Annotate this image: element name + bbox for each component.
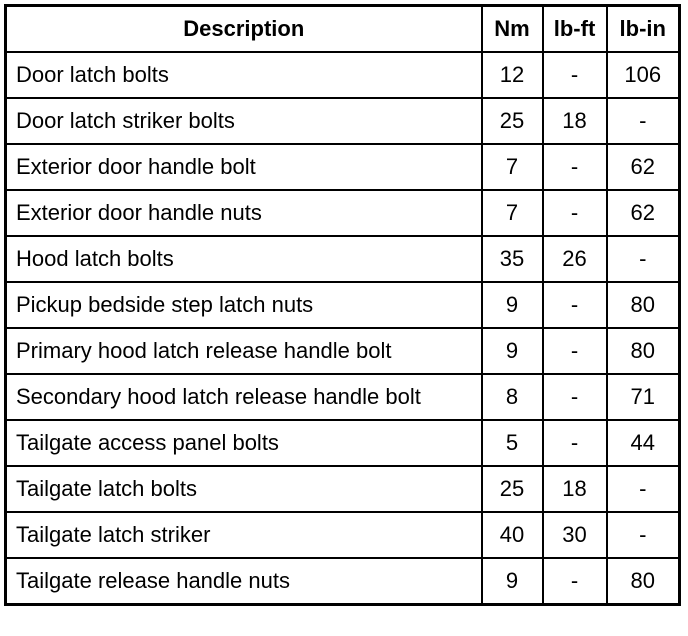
cell-nm: 9	[482, 558, 543, 605]
cell-lb-in: 71	[607, 374, 680, 420]
cell-description: Tailgate release handle nuts	[6, 558, 482, 605]
cell-lb-in: -	[607, 98, 680, 144]
cell-lb-ft: -	[543, 328, 607, 374]
header-lb-ft: lb-ft	[543, 6, 607, 53]
cell-nm: 40	[482, 512, 543, 558]
cell-lb-ft: -	[543, 420, 607, 466]
cell-description: Tailgate access panel bolts	[6, 420, 482, 466]
cell-nm: 25	[482, 466, 543, 512]
cell-lb-ft: 30	[543, 512, 607, 558]
cell-description: Exterior door handle nuts	[6, 190, 482, 236]
cell-nm: 7	[482, 190, 543, 236]
cell-lb-in: 106	[607, 52, 680, 98]
cell-description: Door latch striker bolts	[6, 98, 482, 144]
table-row	[6, 236, 680, 282]
cell-description: Secondary hood latch release handle bolt	[6, 374, 482, 420]
cell-lb-ft: -	[543, 558, 607, 605]
cell-lb-ft: -	[543, 282, 607, 328]
cell-lb-in: 80	[607, 558, 680, 605]
table-row	[6, 52, 680, 98]
cell-nm: 8	[482, 374, 543, 420]
cell-lb-in: 80	[607, 328, 680, 374]
cell-lb-ft: 18	[543, 466, 607, 512]
cell-nm: 9	[482, 328, 543, 374]
cell-lb-ft: -	[543, 374, 607, 420]
cell-lb-ft: 26	[543, 236, 607, 282]
cell-description: Primary hood latch release handle bolt	[6, 328, 482, 374]
header-row	[6, 6, 680, 53]
cell-nm: 9	[482, 282, 543, 328]
header-description: Description	[6, 6, 482, 53]
cell-lb-in: 44	[607, 420, 680, 466]
cell-lb-in: -	[607, 466, 680, 512]
table-row	[6, 190, 680, 236]
cell-nm: 7	[482, 144, 543, 190]
table-row	[6, 98, 680, 144]
table-row	[6, 420, 680, 466]
cell-lb-in: 62	[607, 144, 680, 190]
table-body	[6, 52, 680, 605]
table-row	[6, 282, 680, 328]
cell-lb-in: 80	[607, 282, 680, 328]
table-row	[6, 466, 680, 512]
cell-description: Exterior door handle bolt	[6, 144, 482, 190]
cell-lb-ft: -	[543, 52, 607, 98]
table-row	[6, 328, 680, 374]
cell-nm: 5	[482, 420, 543, 466]
cell-lb-ft: -	[543, 190, 607, 236]
cell-description: Door latch bolts	[6, 52, 482, 98]
table-row	[6, 144, 680, 190]
cell-lb-in: -	[607, 236, 680, 282]
fastener-spec-table	[4, 4, 681, 606]
table-header	[6, 6, 680, 53]
table-row	[6, 512, 680, 558]
table-row	[6, 374, 680, 420]
header-nm: Nm	[482, 6, 543, 53]
cell-lb-in: 62	[607, 190, 680, 236]
cell-description: Tailgate latch striker	[6, 512, 482, 558]
cell-nm: 35	[482, 236, 543, 282]
cell-nm: 12	[482, 52, 543, 98]
cell-description: Pickup bedside step latch nuts	[6, 282, 482, 328]
cell-lb-ft: 18	[543, 98, 607, 144]
cell-description: Tailgate latch bolts	[6, 466, 482, 512]
table-row	[6, 558, 680, 605]
cell-description: Hood latch bolts	[6, 236, 482, 282]
cell-lb-ft: -	[543, 144, 607, 190]
cell-lb-in: -	[607, 512, 680, 558]
cell-nm: 25	[482, 98, 543, 144]
header-lb-in: lb-in	[607, 6, 680, 53]
